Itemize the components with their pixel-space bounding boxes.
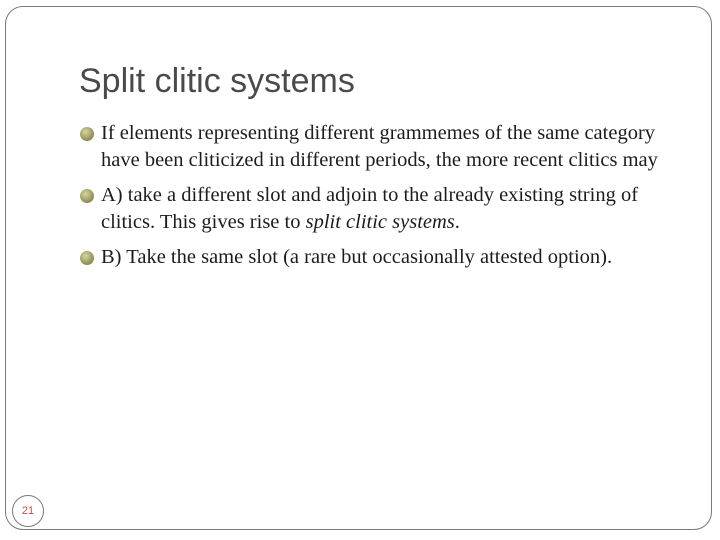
bullet-item-2 [80,182,690,236]
bullet-dot-icon [80,251,94,265]
bullet-text: A) take a different slot and adjoin to the already existing string of clitics. This gives rise to [101,184,639,233]
bullet-item-1 [80,120,690,174]
bullet-text: B) Take the same slot (a rare but occasionally attested option). [101,246,613,268]
bullet-text-end: . [454,211,460,233]
bullet-dot-icon [80,127,94,141]
slide-number-badge [12,495,44,527]
bullet-dot-icon [80,189,94,203]
bullet-list [80,120,690,279]
bullet-emphasis: split clitic systems [305,211,455,233]
bullet-text: If elements representing different grammemes of the same category have been cliticized in different periods, the more recent clitics may [101,122,658,171]
slide-title: Split clitic systems [79,62,355,100]
bullet-item-3 [80,244,690,271]
slide-number: 21 [21,505,35,517]
